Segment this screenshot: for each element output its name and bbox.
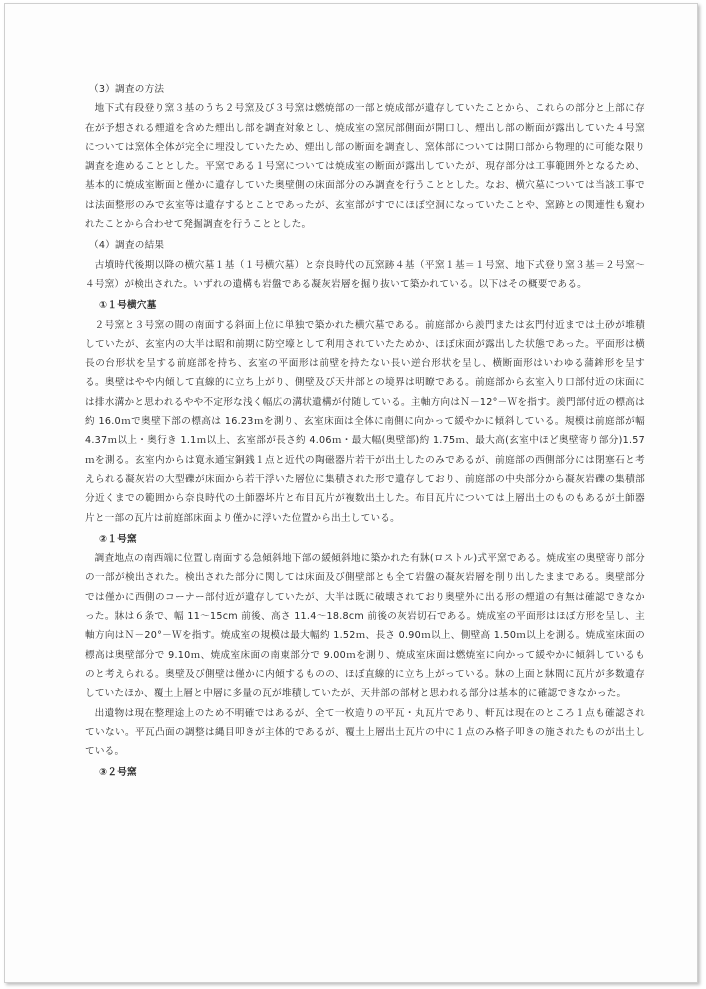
paragraph-kiln-1-structure: 調査地点の南西端に位置し南面する急傾斜地下部の緩傾斜地に築かれた有牀(ロストル)式平窯である。焼成室の奥壁寄り部分の一部が検出された。検出された部分に関しては床面及び側壁部とも全て岩盤の凝灰岩層を削り出したままである。奥壁部分では僅かに西側のコーナー部付近が遺存していたが、大半は既に破壊されており奥壁外に出る形の煙道の有無は確認できなかった。牀は６条で、幅 11～15cm 前後、高さ 11.4～18.8cm 前後の灰岩切石である。焼成室の平面形はほぼ方形を呈し、主軸方向はＮ－20°－Ｗを指す。焼成室の規模は最大幅約 1.52ｍ、長さ 0.90ｍ以上、側壁高 1.50ｍ以上を測る。焼成室床面の標高は奥壁部分で 9.10ｍ、焼成室床面の南東部分で 9.00ｍを測り、焼成室床面は燃焼室に向かって緩やかに傾斜しているものと考えられる。奥壁及び側壁は僅かに内傾するものの、ほぼ直線的に立ち上がっている。牀の上面と牀間に瓦片が多数遺存していたほか、覆土上層と中層に多量の瓦が堆積していたが、天井部の部材と思われる部分は基本的に確認できなかった。 [85,553,645,700]
paragraph-kiln-1-artifacts: 出遺物は現在整理途上のため不明確ではあるが、全て一枚造りの平瓦・丸瓦片であり、軒瓦は現在のところ１点も確認されていない。平瓦凸面の調整は縄目叩きが主体的であるが、覆土上層出土瓦片の中に１点のみ格子叩きの施されたものが出土している。 [85,707,645,758]
subheading-yokoana-tomb-1: ①１号横穴墓 [99,300,157,312]
paragraph-survey-method: 地下式有段登り窯３基のうち２号窯及び３号窯は燃焼部の一部と焼成部が遺存していたことから、これらの部分と上部に存在が予想される煙道を含めた煙出し部を調査対象とし、焼成室の窯尻部側面が開口し、煙出し部の断面が露出していた４号窯については窯体全体が完全に埋没していたため、煙出し部の断面を調査し、窯体部については開口部から物理的に可能な限り調査を進めることとした。平窯である１号窯については焼成室の断面が露出していたが、現存部分は工事範囲外となるため、基本的に焼成室断面と僅かに遺存していた奥壁側の床面部分のみ調査を行うこととした。なお、横穴墓については当該工事では法面整形のみで玄室等は遺存するとことであったが、玄室部がすでにほぼ空洞になっていたことや、窯跡との関連性も窺われたことから合わせて発掘調査を行うこととした。 [85,103,645,231]
document-page [4,3,698,983]
subheading-kiln-2: ③２号窯 [99,767,137,779]
section-heading-survey-method: （3）調査の方法 [89,84,165,95]
paragraph-survey-results: 古墳時代後期以降の横穴墓１基（１号横穴墓）と奈良時代の瓦窯跡４基（平窯１基＝１号窯、地下式登り窯３基＝２号窯～４号窯）が検出された。いずれの遺構も岩盤である凝灰岩層を掘り抜いて築かれている。以下はその概要である。 [85,259,645,290]
subheading-kiln-1: ②１号窯 [99,533,137,545]
section-heading-survey-results: （4）調査の結果 [89,240,165,252]
paragraph-yokoana-tomb-1: ２号窯と３号窯の間の南面する斜面上位に単独で築かれた横穴墓である。前庭部から羨門または玄門付近までは土砂が堆積していたが、玄室内の大半は昭和前期に防空壕として利用されていたためか、ほぼ床面が露出した状態であった。平面形は横長の台形状を呈する前庭部を持ち、玄室の平面形は前壁を持たない長い逆台形状を呈し、横断面形はいわゆる蒲鉾形を呈する。奥壁はやや内傾して直線的に立ち上がり、側壁及び天井部との境界は明瞭である。前庭部から玄室入り口部付近の床面には排水溝かと思われるやや不定形な浅く幅広の溝状遺構が付随している。主軸方向はＮ－12°－Ｗを指す。羨門部付近の標高は約 16.0ｍで奥壁下部の標高は 16.23ｍを測り、玄室床面は全体に南側に向かって緩やかに傾斜している。規模は前庭部が幅 4.37ｍ以上・奥行き 1.1ｍ以上、玄室部が長さ約 4.06ｍ・最大幅(奥壁部)約 1.75ｍ、最大高(玄室中ほど奥壁寄り部分)1.57ｍを測る。玄室内からは寛永通宝銅銭１点と近代の陶磁器片若干が出土したのみであるが、前庭部の西側部分には閉塞石と考えられる凝灰岩の大型礫が床面から若干浮いた層位に集積された形で遺存しており、前庭部の中央部分から凝灰岩礫の集積部分近くまでの範囲から奈良時代の土師器坏片と布目瓦片が複数出土した。布目瓦片については上層出土のものもあるが土師器片と一部の瓦片は前庭部床面より僅かに浮いた位置から出土している。 [85,319,645,524]
document-body [85,80,645,783]
